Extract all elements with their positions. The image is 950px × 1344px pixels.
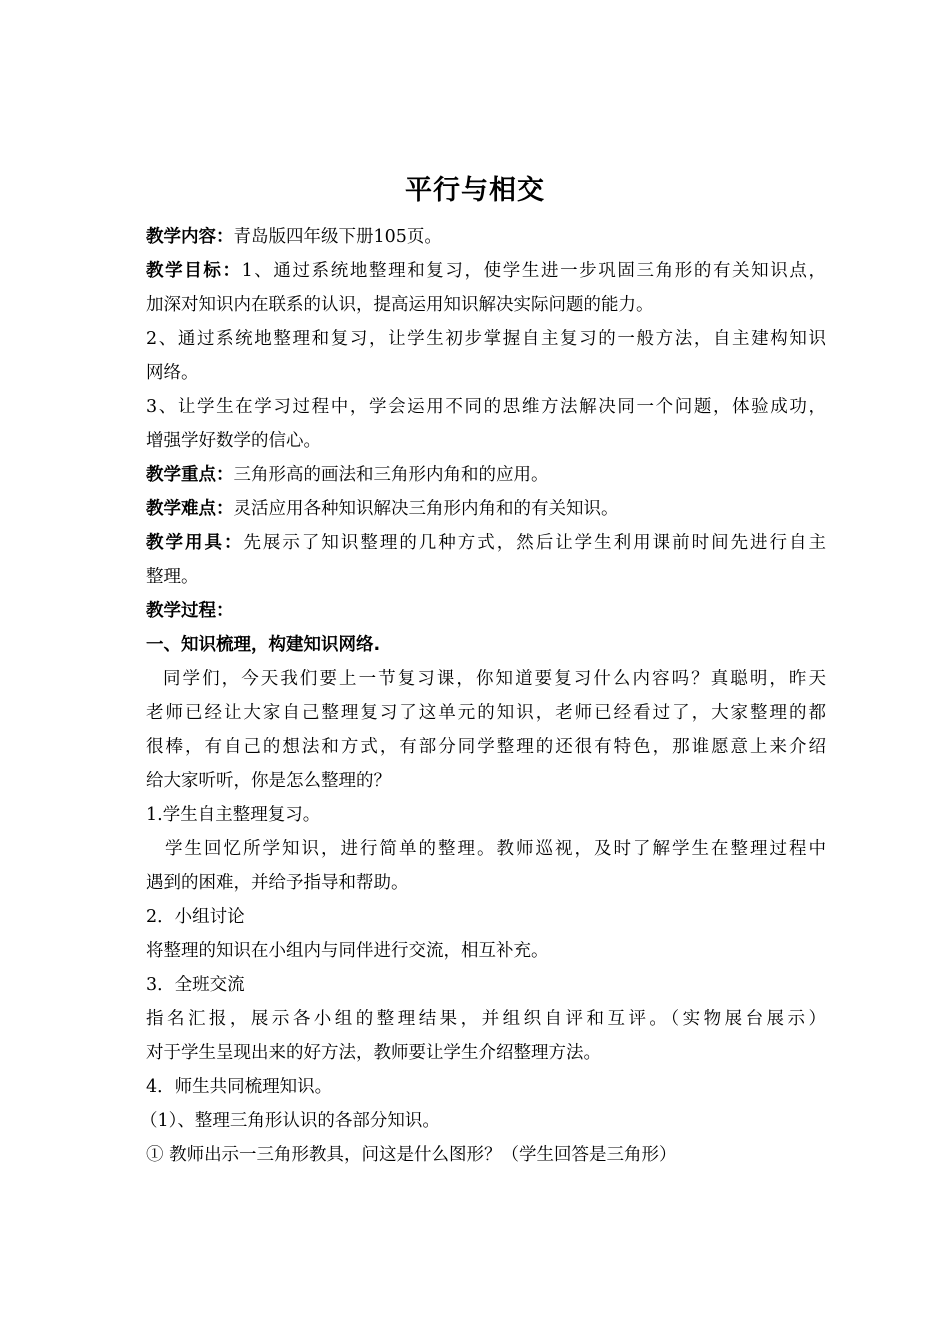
objectives-label: 教学目标： [146, 261, 242, 281]
step-3-line-1: 指名汇报，展示各小组的整理结果，并组织自评和互评。（实物展台展示） [146, 1009, 826, 1029]
objectives-line-3: 2、通过系统地整理和复习，让学生初步掌握自主复习的一般方法，自主建构知识 [146, 329, 826, 349]
step-1-line-2: 遇到的困难，并给予指导和帮助。 [146, 873, 409, 893]
objectives-line-6: 增强学好数学的信心。 [146, 431, 321, 451]
content-text: 青岛版四年级下册105页。 [233, 227, 442, 247]
step-3-heading: 3．全班交流 [146, 975, 245, 995]
tools-label: 教学用具： [146, 533, 244, 553]
objectives-line-5: 3、让学生在学习过程中，学会运用不同的思维方法解决同一个问题，体验成功， [146, 397, 826, 417]
step-4-item-1: ① 教师出示一三角形教具，问这是什么图形？（学生回答是三角形） [146, 1145, 677, 1165]
step-4-heading: 4．师生共同梳理知识。 [146, 1077, 333, 1097]
step-4-sub-1: （1）、整理三角形认识的各部分知识。 [140, 1111, 440, 1131]
para-1-line-3: 很棒，有自己的想法和方式，有部分同学整理的还很有特色，那谁愿意上来介绍 [146, 737, 826, 757]
content-label: 教学内容： [146, 227, 234, 247]
process-label: 教学过程： [146, 601, 234, 621]
step-1-heading: 1.学生自主整理复习。 [146, 805, 321, 825]
section-1-heading: 一、知识梳理，构建知识网络. [146, 635, 381, 655]
objectives-row [146, 260, 826, 282]
objectives-line-4: 网络。 [146, 363, 199, 383]
objectives-line-2: 加深对知识内在联系的认识，提高运用知识解决实际问题的能力。 [146, 295, 654, 315]
difficulties-label: 教学难点： [146, 499, 234, 519]
objectives-line-1: 1、通过系统地整理和复习，使学生进一步巩固三角形的有关知识点， [241, 261, 827, 281]
step-3-line-2: 对于学生呈现出来的好方法，教师要让学生介绍整理方法。 [146, 1043, 601, 1063]
content-row [146, 226, 826, 248]
key-points-row [146, 464, 826, 486]
key-points-text: 三角形高的画法和三角形内角和的应用。 [233, 465, 549, 485]
step-2-heading: 2．小组讨论 [146, 907, 245, 927]
para-1-line-4: 给大家听听，你是怎么整理的？ [146, 771, 391, 791]
tools-line-1: 先展示了知识整理的几种方式，然后让学生利用课前时间先进行自主 [243, 533, 827, 553]
key-points-label: 教学重点： [146, 465, 234, 485]
tools-line-2: 整理。 [146, 567, 199, 587]
step-2-text: 将整理的知识在小组内与同伴进行交流，相互补充。 [146, 941, 549, 961]
tools-row [146, 532, 826, 554]
document-title: 平行与相交 [405, 175, 545, 206]
para-1-line-2: 老师已经让大家自己整理复习了这单元的知识，老师已经看过了，大家整理的都 [146, 703, 826, 723]
step-1-line-1: 学生回忆所学知识，进行简单的整理。教师巡视，及时了解学生在整理过程中 [165, 839, 826, 859]
para-1-line-1: 同学们，今天我们要上一节复习课，你知道要复习什么内容吗？真聪明，昨天 [163, 669, 826, 689]
difficulties-text: 灵活应用各种知识解决三角形内角和的有关知识。 [233, 499, 619, 519]
difficulties-row [146, 498, 826, 520]
